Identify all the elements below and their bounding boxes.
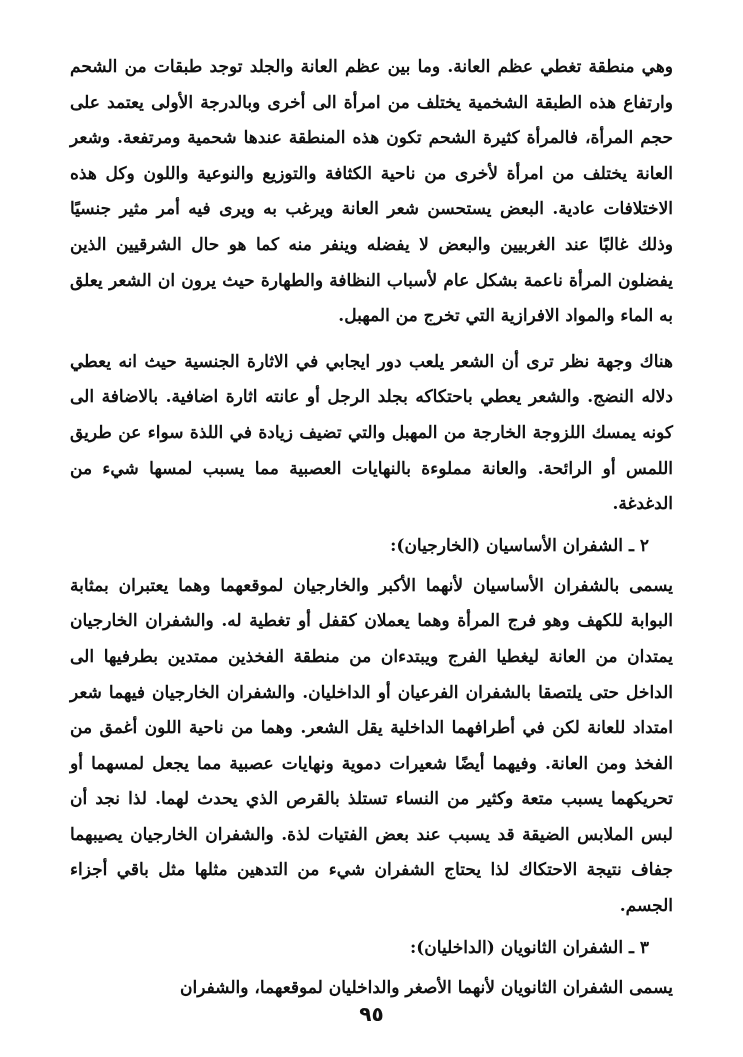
paragraph-labia-minora-start: يسمى الشفران الثانويان لأنهما الأصغر والداخليان لموقعهما، والشفران (179, 977, 673, 998)
paragraph-hair-viewpoint: هناك وجهة نظر ترى أن الشعر يلعب دور ايجابي في الاثارة الجنسية حيث انه يعطي دلاله النضج. والشعر يعطي باحتكاكه بجلد الرجل أو عانته اثارة اضافية. بالاضافة الى كونه يمسك اللزوجة الخارجة من المهبل والتي تضيف زيادة في اللذة سواء عن طريق اللمس أو الرائحة. والعانة مملوءة بالنهايات العصبية مما يسبب لمسها شيء من الدغدغة. (70, 351, 673, 515)
section-heading-labia-majora: ٢ ـ الشفران الأساسيان (الخارجيان): (390, 535, 649, 556)
page-number: ٩٥ (359, 1002, 384, 1026)
section-heading-labia-minora: ٣ ـ الشفران الثانويان (الداخليان): (409, 937, 649, 958)
paragraph-labia-majora: يسمى بالشفران الأساسيان لأنهما الأكبر والخارجيان لموقعهما وهما يعتبران بمثابة البوابة للكهف وهو فرج المرأة وهما يعملان كقفل أو تغطية له. والشفران الخارجيان يمتدان من العانة ليغطيا الفرج ويبتدءان من منطقة الفخذين ممتدين بطرفيها الى الداخل حتى يلتصقا بالشفران الفرعيان أو الداخليان. والشفران الخارجيان فيهما شعر امتداد للعانة لكن في أطرافهما الداخلية يقل الشعر. وهما من ناحية اللون أغمق من الفخذ ومن العانة. وفيهما أيضًا شعيرات دموية ونهايات عصبية مما يجعل لمسهما أو تحريكهما يسبب متعة وكثير من النساء تستلذ بالقرص الذي يحدث لهما. لذا نجد أن لبس الملابس الضيقة قد يسبب عند بعض الفتيات لذة. والشفران الخارجيان يصيبهما جفاف نتيجة الاحتكاك لذا يحتاج الشفران شيء من التدهين مثلها مثل باقي أجزاء الجسم. (70, 575, 673, 917)
paragraph-pubic-region: وهي منطقة تغطي عظم العانة. وما بين عظم العانة والجلد توجد طبقات من الشحم وارتفاع هذه الطبقة الشخمية يختلف من امرأة الى أخرى وبالدرجة الأولى يعتمد على حجم المرأة، فالمرأة كثيرة الشحم تكون هذه المنطقة عندها شحمية ومرتفعة. وشعر العانة يختلف من امرأة لأخرى من ناحية الكثافة والتوزيع والنوعية واللون وكل هذه الاختلافات عادية. البعض يستحسن شعر العانة ويرغب به ويرى فيه أمر مثير جنسيًا وذلك غالبًا عند الغربيين والبعض لا يفضله وينفر منه كما هو حال الشرقيين الذين يفضلون المرأة ناعمة بشكل عام لأسباب النظافة والطهارة حيث يرون ان الشعر يعلق به الماء والمواد الافرازية التي تخرج من المهبل. (70, 57, 673, 327)
page-body (70, 50, 673, 1000)
